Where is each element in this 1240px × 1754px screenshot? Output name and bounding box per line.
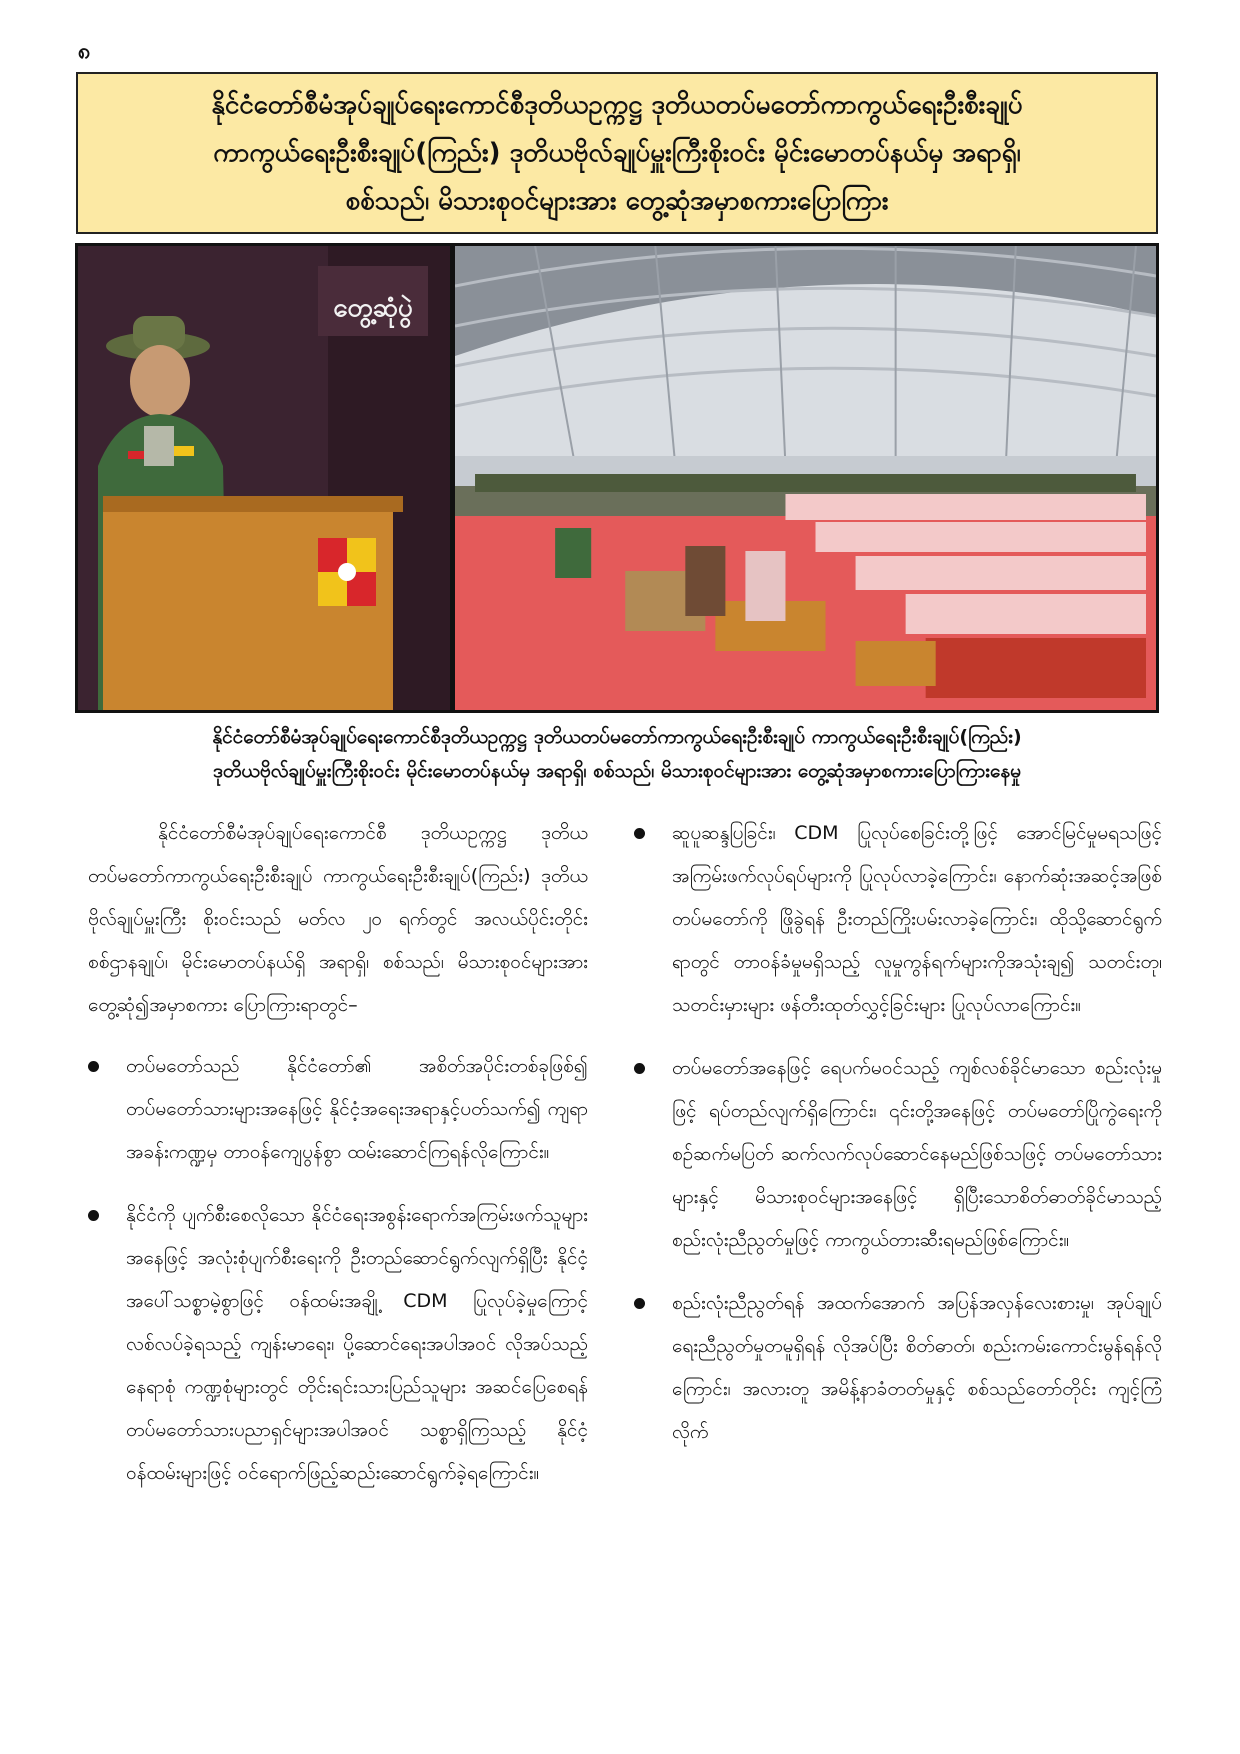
bullet-text: နိုင်ငံကို ပျက်စီးစေလိုသော နိုင်ငံရေးအစွန်းရောက်အကြမ်းဖက်သူများအနေဖြင့် အလုံးစုံပျက်စီးရေးကို ဦးတည်ဆောင်ရွက်လျက်ရှိပြီး နိုင်ငံ့အပေါ်သစ္စာမဲ့စွာဖြင့် ဝန်ထမ်းအချို့ CDM ပြုလုပ်ခဲ့မှုကြောင့် လစ်လပ်ခဲ့ရသည့် ကျန်းမာရေး၊ ပို့ဆောင်ရေးအပါအဝင် လိုအပ်သည့်နေရာစုံ ကဏ္ဍစုံများတွင် တိုင်းရင်းသားပြည်သူများ အဆင်ပြေစေရန် တပ်မတော်သားပညာရှင်များအပါအဝင် သစ္စာရှိကြသည့် နိုင်ငံ့ဝန်ထမ်းများဖြင့် ဝင်ရောက်ဖြည့်ဆည်းဆောင်ရွက်ခဲ့ရကြောင်း။ [126, 1204, 588, 1484]
backdrop-sign: တွေ့ဆုံပွဲ [333, 293, 413, 323]
photo-caption [76, 720, 1158, 788]
bullet-text: တပ်မတော်သည် နိုင်ငံတော်၏ အစိတ်အပိုင်းတစ်ခုဖြစ်၍ တပ်မတော်သားများအနေဖြင့် နိုင်ငံ့အရေးအရာနှင့်ပတ်သက်၍ ကျရာအခန်းကဏ္ဍမှ တာဝန်ကျေပွန်စွာ ထမ်းဆောင်ကြရန်လိုကြောင်း။ [126, 1055, 588, 1163]
bullet-dot-icon [634, 1063, 645, 1074]
bullet-dot-icon [88, 1061, 99, 1072]
bullet-item [88, 1045, 588, 1174]
caption-line-2: ဒုတိယဗိုလ်ချုပ်မှူးကြီးစိုးဝင်း မိုင်းမောတပ်နယ်မှ အရာရှိ၊ စစ်သည်၊ မိသားစုဝင်များအား တွေ့ဆုံအမှာစကားပြောကြားနေမှု [212, 760, 1022, 782]
caption-line-1: နိုင်ငံတော်စီမံအုပ်ချုပ်ရေးကောင်စီဒုတိယဥက္ကဋ္ဌ ဒုတိယတပ်မတော်ကာကွယ်ရေးဦးစီးချုပ် ကာကွယ်ရေးဦးစီးချုပ်(ကြည်း) [212, 726, 1022, 748]
bullet-dot-icon [634, 1298, 645, 1309]
headline-box [76, 72, 1158, 234]
bullet-text: ဆူပူဆန္ဒပြခြင်း၊ CDM ပြုလုပ်စေခြင်းတို့ဖြင့် အောင်မြင်မှုမရသဖြင့် အကြမ်းဖက်လုပ်ရပ်များကို ပြုလုပ်လာခဲ့ကြောင်း၊ နောက်ဆုံးအဆင့်အဖြစ် တပ်မတော်ကို ဖြိုခွဲရန် ဦးတည်ကြိုးပမ်းလာခဲ့ကြောင်း၊ ထိုသို့ဆောင်ရွက်ရာတွင် တာဝန်ခံမှုမရှိသည့် လူမှုကွန်ရက်များကိုအသုံးချ၍ သတင်းတု၊ သတင်းမှားများ ဖန်တီးထုတ်လွှင့်ခြင်းများ ပြုလုပ်လာကြောင်း။ [672, 822, 1162, 1016]
photo-frame [75, 243, 1159, 713]
article-column-right [634, 812, 1162, 1474]
speaker-photo [78, 246, 450, 710]
headline-line-2: ကာကွယ်ရေးဦးစီးချုပ်(ကြည်း) ဒုတိယဗိုလ်ချုပ်မှူးကြီးစိုးဝင်း မိုင်းမောတပ်နယ်မှ အရာရှိ၊ [213, 138, 1021, 168]
bullet-dot-icon [634, 828, 645, 839]
speaker-photo-illustration [78, 246, 450, 710]
page-number: ၈ [78, 39, 91, 64]
audience-photo [455, 246, 1156, 710]
headline-line-1: နိုင်ငံတော်စီမံအုပ်ချုပ်ရေးကောင်စီဒုတိယဥက္ကဋ္ဌ ဒုတိယတပ်မတော်ကာကွယ်ရေးဦးစီးချုပ် [211, 90, 1023, 120]
bullet-dot-icon [88, 1210, 99, 1221]
bullet-item [634, 812, 1162, 1027]
bullet-text: တပ်မတော်အနေဖြင့် ရေပက်မဝင်သည့် ကျစ်လစ်ခိုင်မာသော စည်းလုံးမှုဖြင့် ရပ်တည်လျက်ရှိကြောင်း၊ ၎င်းတို့အနေဖြင့် တပ်မတော်ပြိုကွဲရေးကို စဉ်ဆက်မပြတ် ဆက်လက်လုပ်ဆောင်နေမည်ဖြစ်သဖြင့် တပ်မတော်သားများနှင့် မိသားစုဝင်များအနေဖြင့် ရှိပြီးသောစိတ်ဓာတ်ခိုင်မာသည့် စည်းလုံးညီညွတ်မှုဖြင့် ကာကွယ်တားဆီးရမည်ဖြစ်ကြောင်း။ [672, 1057, 1162, 1251]
bullet-item [88, 1194, 588, 1495]
headline-line-3: စစ်သည်၊ မိသားစုဝင်များအား တွေ့ဆုံအမှာစကားပြောကြား [345, 186, 889, 216]
bullet-item [634, 1282, 1162, 1454]
bullet-item [634, 1047, 1162, 1262]
bullet-text: စည်းလုံးညီညွတ်ရန် အထက်အောက် အပြန်အလှန်လေးစားမှု၊ အုပ်ချုပ်ရေးညီညွတ်မှုတမူရှိရန် လိုအပ်ပြီး စိတ်ဓာတ်၊ စည်းကမ်းကောင်းမွန်ရန်လိုကြောင်း၊ အလားတူ အမိန့်နာခံတတ်မှုနှင့် စစ်သည်တော်တိုင်း ကျင့်ကြံလိုက် [672, 1292, 1162, 1443]
audience-photo-illustration [455, 246, 1156, 710]
intro-paragraph: နိုင်ငံတော်စီမံအုပ်ချုပ်ရေးကောင်စီ ဒုတိယဥက္ကဋ္ဌ ဒုတိယတပ်မတော်ကာကွယ်ရေးဦးစီးချုပ် ကာကွယ်ရေးဦးစီးချုပ်(ကြည်း) ဒုတိယဗိုလ်ချုပ်မှူးကြီး စိုးဝင်းသည် မတ်လ ၂၀ ရက်တွင် အလယ်ပိုင်းတိုင်းစစ်ဌာနချုပ်၊ မိုင်းမောတပ်နယ်ရှိ အရာရှိ၊ စစ်သည်၊ မိသားစုဝင်များအား တွေ့ဆုံ၍အမှာစကား ပြောကြားရာတွင်– [88, 822, 588, 1016]
article-column-left [88, 812, 588, 1515]
